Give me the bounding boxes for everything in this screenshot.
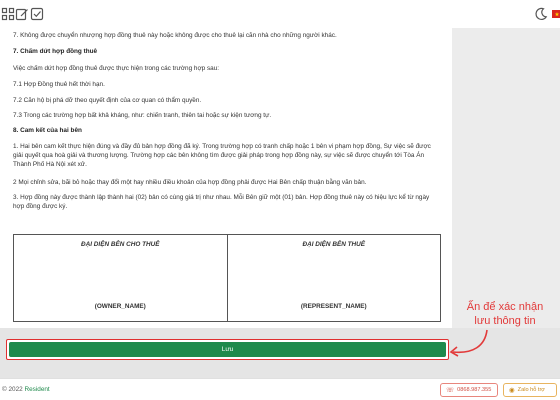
clause-item: 3. Hợp đồng này được thành lập thành hai (02) bản có cùng giá trị như nhau. Mỗi Bên giữ một (01) bản. Hợp đồng thuê này có hiệu lực kể từ ngày hợp đồng được ký. <box>13 194 430 210</box>
zalo-support-button[interactable] <box>503 383 557 397</box>
lessee-signature-cell <box>227 235 441 321</box>
annotation-text <box>450 300 560 328</box>
annotation-line: lưu thông tin <box>474 315 536 327</box>
edit-icon[interactable] <box>15 7 29 21</box>
signature-table <box>13 234 441 322</box>
clause-item: 2 Mọi chỉnh sửa, bãi bỏ hoặc thay đổi một hay nhiều điều khoản của hợp đồng phải được Hai Bên chấp thuận bằng văn bản. <box>13 179 367 186</box>
copyright <box>2 386 50 393</box>
right-gutter <box>452 28 560 328</box>
grid-icon[interactable] <box>1 7 15 21</box>
phone-number: 0868.987.355 <box>457 387 492 393</box>
lessor-signature-cell <box>14 235 227 321</box>
chat-icon: ◉ <box>509 387 515 394</box>
clause-text: Việc chấm dứt hợp đồng thuê được thực hiện trong các trường hợp sau: <box>13 65 220 72</box>
checkbox-edit-icon[interactable] <box>30 7 44 21</box>
annotation-line: Ấn để xác nhận <box>466 301 544 313</box>
clause-item: 7.1 Hợp Đồng thuê hết thời hạn. <box>13 81 105 88</box>
owner-name-placeholder: (OWNER_NAME) <box>94 303 146 310</box>
moon-icon[interactable] <box>534 7 548 21</box>
clause-item: 7.2 Căn hộ bị phá dỡ theo quyết định của cơ quan có thẩm quyền. <box>13 97 202 104</box>
lessee-heading: ĐẠI DIỆN BÊN THUÊ <box>302 241 365 248</box>
represent-name-placeholder: (REPRESENT_NAME) <box>300 303 367 310</box>
clause-text: 7. Không được chuyển nhượng hợp đồng thuê này hoặc không được cho thuê lại căn nhà cho những người khác. <box>13 32 337 39</box>
vietnam-flag-icon[interactable] <box>550 7 560 21</box>
save-button-highlight <box>6 339 449 360</box>
section-title: 8. Cam kết của hai bên <box>13 127 82 134</box>
brand-link[interactable]: Resident <box>24 386 50 393</box>
zalo-label: Zalo hỗ trợ <box>517 387 545 393</box>
phone-button[interactable] <box>440 383 498 397</box>
annotation-arrow-icon <box>445 328 495 360</box>
phone-icon: ☏ <box>446 387 455 394</box>
lessor-heading: ĐẠI DIỆN BÊN CHO THUÊ <box>81 241 160 248</box>
top-toolbar <box>0 0 560 28</box>
clause-item: 7.3 Trong các trường hợp bất khả kháng, như: chiến tranh, thiên tai hoặc sự kiện tương tự. <box>13 112 272 119</box>
contract-document <box>0 28 452 328</box>
copyright-year: © 2022 <box>2 386 23 393</box>
footer <box>0 378 560 400</box>
section-title: 7. Chấm dứt hợp đồng thuê <box>13 48 98 55</box>
clause-item: 1. Hai bên cam kết thực hiện đúng và đầy đủ bản hợp đồng đã ký. Trong trường hợp có tranh chấp hoặc 1 bên vi phạm hợp đồng, Sự việc sẽ được giải quyết qua hoà giải và thương lượng. Trường hợp các bên không tìm được giải pháp trong hợp đồng này, sự việc sẽ được chuyển tới Tòa Án Thành Phố Hà Nội xét xử. <box>13 143 431 168</box>
save-button[interactable]: Lưu <box>9 342 446 357</box>
